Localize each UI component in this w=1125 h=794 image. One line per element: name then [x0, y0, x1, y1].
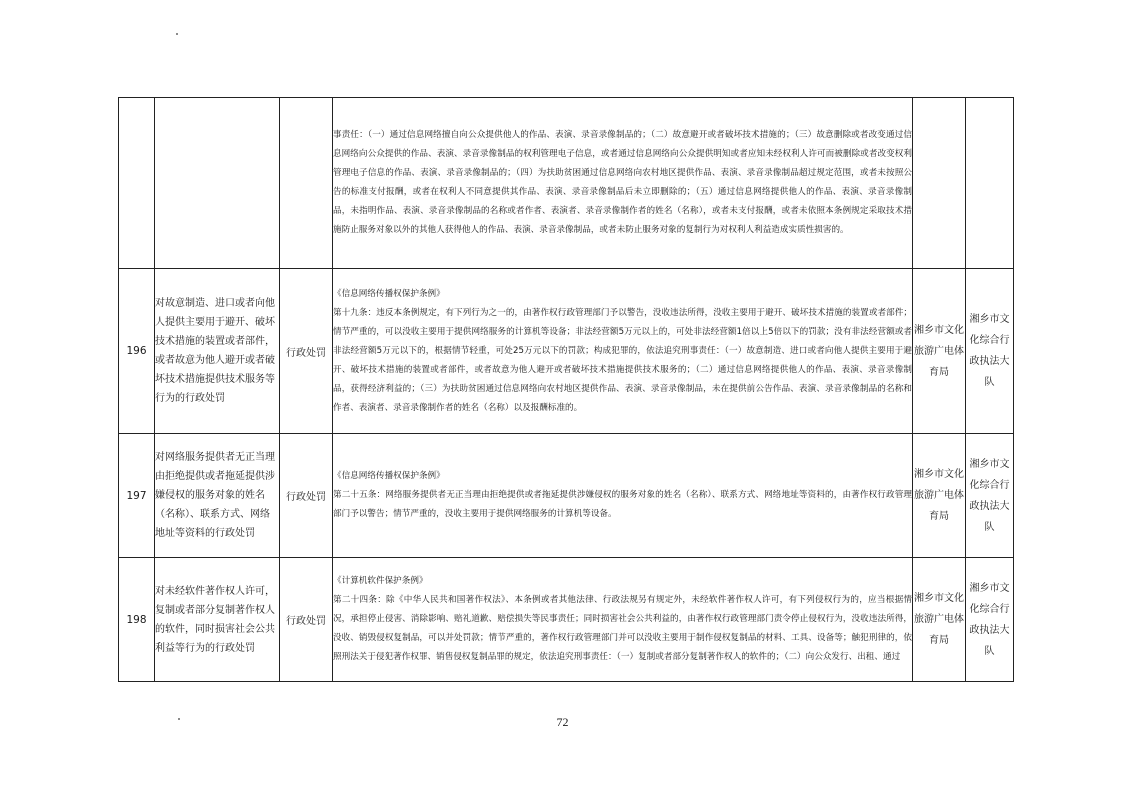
item-name: 对未经软件著作权人许可，复制或者部分复制著作权人的软件，同时损害社会公共利益等行为的行政处罚	[155, 558, 280, 682]
row-number: 198	[119, 558, 155, 682]
enforcement-unit: 湘乡市文化综合行政执法大队	[966, 269, 1014, 434]
table-row	[119, 269, 1014, 434]
item-name: 对故意制造、进口或者向他人提供主要用于避开、破坏技术措施的装置或者部件，或者故意为他人避开或者破坏技术措施提供技术服务等行为的行政处罚	[155, 269, 280, 434]
table-row	[119, 558, 1014, 682]
legal-basis-text: 事责任：（一）通过信息网络擅自向公众提供他人的作品、表演、录音录像制品的；（二）故意避开或者破坏技术措施的；（三）故意删除或者改变通过信息网络向公众提供的作品、表演、录音录像制品的权利管理电子信息，或者通过信息网络向公众提供明知或者应知未经权利人许可而被删除或者改变权利管理电子信息的作品、表演、录音录像制品的；（四）为扶助贫困通过信息网络向农村地区提供作品、表演、录音录像制品超过规定范围，或者未按照公告的标准支付报酬，或者在权利人不同意提供其作品、表演、录音录像制品后未立即删除的；（五）通过信息网络提供他人的作品、表演、录音录像制品，未指明作品、表演、录音录像制品的名称或者作者、表演者、录音录像制作者的姓名（名称），或者未支付报酬，或者未依照本条例规定采取技术措施防止服务对象以外的其他人获得他人的作品、表演、录音录像制品，或者未防止服务对象的复制行为对权利人利益造成实质性损害的。	[333, 130, 912, 235]
page-number: 72	[556, 715, 569, 729]
item-type: 行政处罚	[280, 434, 333, 558]
legal-basis-text: 第二十五条：网络服务提供者无正当理由拒绝提供或者拖延提供涉嫌侵权的服务对象的姓名（名称）、联系方式、网络地址等资料的，由著作权行政管理部门予以警告；情节严重的，没收主要用于提供网络服务的计算机等设备。	[333, 490, 912, 519]
enforcement-table	[118, 97, 1014, 682]
legal-basis	[333, 269, 913, 434]
legal-basis	[333, 558, 913, 682]
regulation-title: 《信息网络传播权保护条例》	[333, 288, 445, 299]
table-row	[119, 98, 1014, 269]
table-row	[119, 434, 1014, 558]
row-number	[119, 98, 155, 269]
enforcement-unit: 湘乡市文化综合行政执法大队	[966, 434, 1014, 558]
legal-basis-text: 第十九条：违反本条例规定，有下列行为之一的，由著作权行政管理部门予以警告，没收违法所得，没收主要用于避开、破坏技术措施的装置或者部件；情节严重的，可以没收主要用于提供网络服务的计算机等设备；非法经营额5万元以上的，可处非法经营额1倍以上5倍以下的罚款；没有非法经营额或者非法经营额5万元以下的，根据情节轻重，可处25万元以下的罚款；构成犯罪的，依法追究刑事责任：（一）故意制造、进口或者向他人提供主要用于避开、破坏技术措施的装置或者部件，或者故意为他人避开或者破坏技术措施提供技术服务的；（二）通过信息网络提供他人的作品、表演、录音录像制品，获得经济利益的；（三）为扶助贫困通过信息网络向农村地区提供作品、表演、录音录像制品，未在提供前公告作品、表演、录音录像制品的名称和作者、表演者、录音录像制作者的姓名（名称）以及报酬标准的。	[333, 307, 912, 413]
legal-basis	[333, 98, 913, 269]
row-number: 196	[119, 269, 155, 434]
legal-basis	[333, 434, 913, 558]
enforcement-unit: 湘乡市文化综合行政执法大队	[966, 558, 1014, 682]
item-name: 对网络服务提供者无正当理由拒绝提供或者拖延提供涉嫌侵权的服务对象的姓名（名称）、联系方式、网络地址等资料的行政处罚	[155, 434, 280, 558]
legal-basis-text: 第二十四条：除《中华人民共和国著作权法》、本条例或者其他法律、行政法规另有规定外，未经软件著作权人许可，有下列侵权行为的，应当根据情况，承担停止侵害、消除影响、赔礼道歉、赔偿损失等民事责任；同时损害社会公共利益的，由著作权行政管理部门责令停止侵权行为，没收违法所得，没收、销毁侵权复制品，可以并处罚款；情节严重的，著作权行政管理部门并可以没收主要用于制作侵权复制品的材料、工具、设备等；触犯刑律的，依照刑法关于侵犯著作权罪、销售侵权复制品罪的规定，依法追究刑事责任：（一）复制或者部分复制著作权人的软件的；（二）向公众发行、出租、通过	[333, 595, 912, 662]
responsible-department: 湘乡市文化旅游广电体育局	[913, 434, 966, 558]
responsible-department	[913, 98, 966, 269]
item-type	[280, 98, 333, 269]
regulation-title: 《计算机软件保护条例》	[333, 576, 428, 586]
enforcement-unit	[966, 98, 1014, 269]
scan-speck	[176, 33, 178, 35]
responsible-department: 湘乡市文化旅游广电体育局	[913, 558, 966, 682]
regulation-title: 《信息网络传播权保护条例》	[333, 471, 445, 481]
responsible-department: 湘乡市文化旅游广电体育局	[913, 269, 966, 434]
row-number: 197	[119, 434, 155, 558]
item-type: 行政处罚	[280, 558, 333, 682]
item-name	[155, 98, 280, 269]
item-type: 行政处罚	[280, 269, 333, 434]
